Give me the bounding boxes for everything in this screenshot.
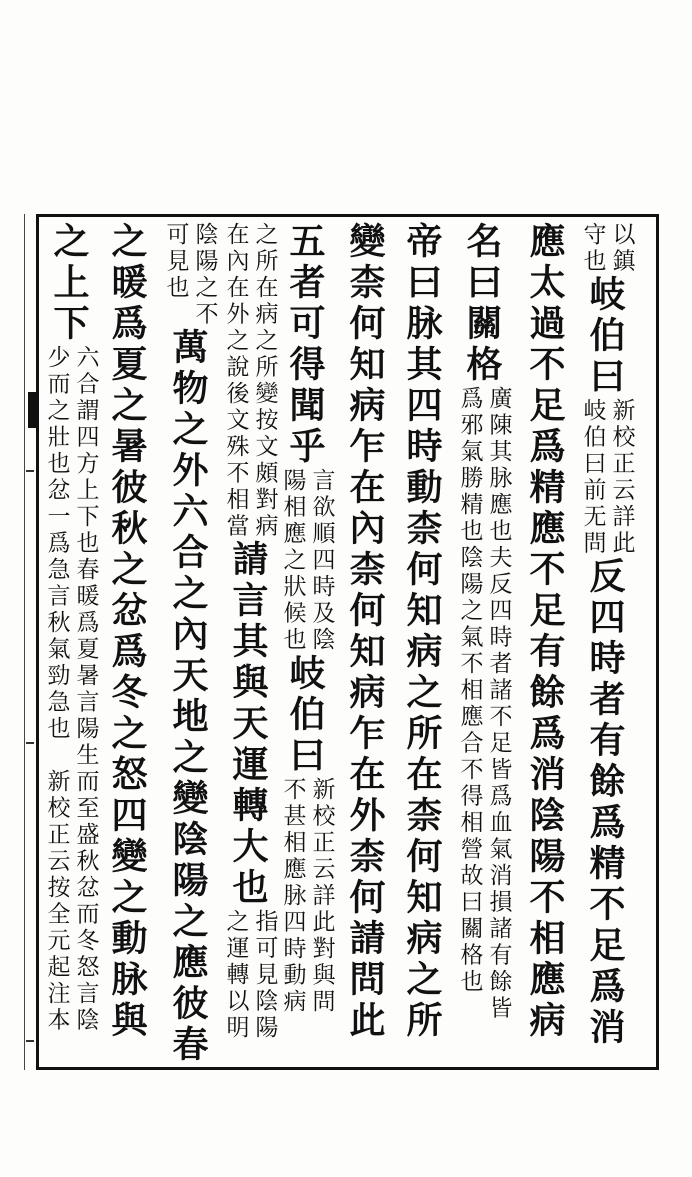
main-text: 帝曰脉其四時動柰何知病之所在柰何知病之所 — [401, 222, 443, 1042]
annotation-left: 在內在外之說後文殊不相當 — [222, 222, 249, 540]
main-text: 應太過不足爲精應不足有餘爲消陰陽不相應病 — [524, 222, 566, 1042]
annotation-left: 不甚相應脉四時動病 — [279, 776, 306, 1015]
annotation-right: 新校正云詳此 — [608, 398, 635, 557]
annotation-left: 爲邪氣勝精也陰陽之氣不相應合不得相營故曰關格也 — [456, 386, 483, 996]
main-text: 之暖爲夏之暑彼秋之忿爲冬之怒四變之動脉與 — [106, 222, 148, 1042]
annotation — [578, 398, 633, 557]
annotation — [455, 386, 510, 1022]
main-text: 五者可得聞乎 — [284, 222, 326, 468]
main-text: 岐伯曰 — [584, 275, 626, 398]
fold-edge-tick — [26, 1040, 34, 1042]
text-column-6 — [275, 222, 335, 1015]
annotation — [161, 222, 216, 328]
annotation-right: 以鎮 — [608, 222, 635, 275]
main-text: 岐伯曰 — [284, 653, 326, 777]
annotation-right: 六合謂四方上下也春暖爲夏暑言陽生而至盛秋忿而冬怒言陰 — [72, 345, 99, 1034]
annotation — [578, 222, 633, 275]
annotation-left: 岐伯曰前无問 — [579, 398, 606, 557]
annotation — [278, 777, 333, 1016]
text-column-8 — [158, 222, 218, 1066]
text-column-1 — [575, 222, 635, 1049]
annotation — [221, 909, 276, 1042]
text-column-3 — [452, 222, 512, 1022]
text-column-5 — [335, 222, 395, 1042]
annotation-right: 新校正云詳此對與問 — [308, 776, 335, 1015]
annotation-right: 指可見陰陽 — [251, 909, 278, 1042]
annotation-right: 陰陽之不 — [191, 222, 218, 328]
text-column-10 — [39, 222, 99, 1034]
fold-edge-tick — [26, 742, 34, 744]
main-text: 萬物之外六合之內天地之變陰陽之應彼春 — [167, 328, 209, 1066]
main-text: 請言其與天運轉大也 — [227, 540, 269, 909]
annotation-right: 言欲順四時及陰 — [308, 468, 335, 654]
text-column-7 — [218, 222, 278, 1042]
annotation-left: 之運轉以明 — [222, 909, 249, 1042]
main-text: 變柰何知病乍在內柰何知病乍在外柰何請問此 — [344, 222, 386, 1042]
annotation-left: 守也 — [579, 222, 606, 275]
main-text: 反四時者有餘爲精不足爲消 — [584, 557, 626, 1049]
annotation-left: 少而之壯也忿一爲急言秋氣勁急也 新校正云按全元起注本 — [43, 345, 70, 1034]
main-text: 之上下 — [48, 222, 90, 345]
annotation — [42, 345, 97, 1034]
annotation-right: 之所在病之所變按文頗對病 — [251, 222, 278, 540]
text-column-9 — [97, 222, 157, 1042]
text-column-2 — [515, 222, 575, 1042]
annotation-left: 陽相應之狀候也 — [279, 468, 306, 654]
annotation-left: 可見也 — [162, 222, 189, 302]
fold-edge-line — [24, 214, 25, 1070]
main-text: 名曰關格 — [461, 222, 503, 386]
annotation — [221, 222, 276, 540]
fish-tail-mark — [28, 392, 36, 428]
text-column-4 — [392, 222, 452, 1042]
annotation-right: 廣陳其脉應也夫反四時者諸不足皆爲血氣消損諸有餘皆 — [485, 386, 512, 1022]
fold-edge-tick — [26, 470, 34, 472]
annotation — [278, 468, 333, 654]
